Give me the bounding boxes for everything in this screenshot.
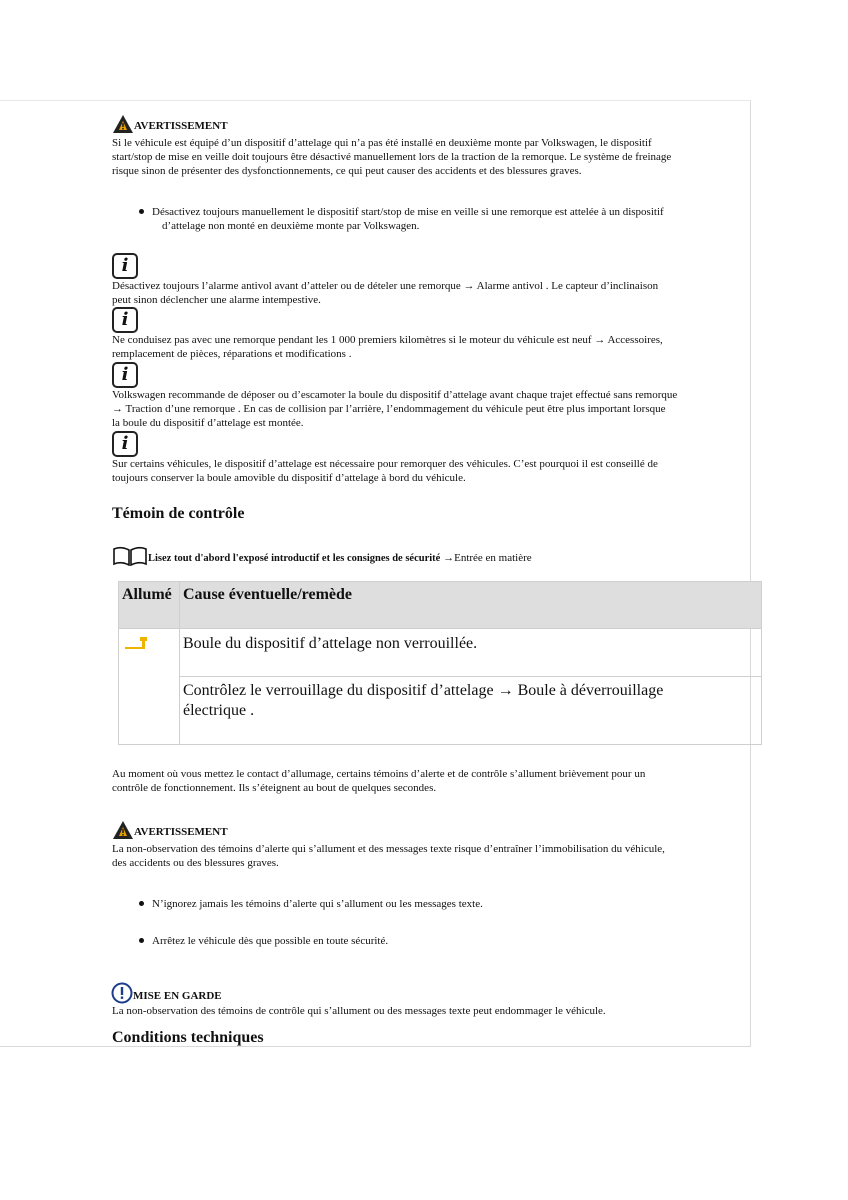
warning-heading: AVERTISSEMENT	[134, 120, 228, 132]
warning-heading: AVERTISSEMENT	[134, 826, 228, 838]
intro-line: Lisez tout d'abord l'exposé introductif et les consignes de sécurité →Entrée en matière	[112, 546, 532, 566]
warning-bullet-item: Désactivez toujours manuellement le dispositif start/stop de mise en veille si une remorque est attelée à un dispositif d’attelage non monté en deuxième monte par Volkswagen.	[152, 206, 664, 232]
note-text: Sur certains véhicules, le dispositif d’attelage est nécessaire pour remorquer des véhicules. C’est pourquoi il est conseillé de toujours conserver la boule amovible du dispositif d’attelage à bord du véhicule.	[112, 458, 658, 484]
table-cell-cause: Boule du dispositif d’attelage non verrouillée.	[180, 629, 762, 677]
warning-bullet-item: N’ignorez jamais les témoins d’alerte qui s’allument ou les messages texte.	[152, 898, 483, 910]
electric-release-link[interactable]: électrique .	[183, 702, 255, 719]
table-cell-remedy: Contrôlez le verrouillage du dispositif d’attelage → Boule à déverrouillage électrique .	[180, 677, 762, 745]
warning-block-1	[112, 114, 742, 178]
info-icon: i	[112, 307, 138, 333]
table-header-on: Allumé	[119, 582, 180, 629]
info-icon: i	[112, 253, 138, 279]
caution-text: La non-observation des témoins de contrôle qui s’allument ou des messages texte peut endommager le véhicule.	[112, 1005, 606, 1017]
bullet-dot	[139, 901, 144, 906]
caution-exclamation-icon	[111, 982, 133, 1004]
info-icon: i	[112, 431, 138, 457]
note-text: Ne conduisez pas avec une remorque pendant les 1 000 premiers kilomètres si le moteur du véhicule est neuf → Accessoires, remplacement de pièces, réparations et modifications .	[112, 334, 663, 360]
section-title: Témoin de contrôle	[112, 505, 245, 522]
warning-bullet-item: Arrêtez le véhicule dès que possible en toute sécurité.	[152, 935, 389, 947]
book-icon	[112, 546, 148, 566]
note-text: Volkswagen recommande de déposer ou d’escamoter la boule du dispositif d’attelage avant chaque trajet effectué sans remorque → Traction d’une remorque . En cas de collision par l’arrière, l’endommagement du véhicule peut être plus important lorsque la boule du dispositif d’attelage est montée.	[112, 389, 678, 429]
indicator-table	[118, 581, 762, 745]
warning-triangle-icon	[112, 820, 134, 840]
note-text: Désactivez toujours l’alarme antivol avant d’atteler ou de dételer une remorque → Alarme antivol . Le capteur d’inclinaison peut sinon déclencher une alarme intempestive.	[112, 280, 659, 306]
info-icon: i	[112, 362, 138, 388]
warning-text: Si le véhicule est équipé d’un dispositif d’attelage qui n’a pas été installé en deuxième monte par Volkswagen, le dispositif start/stop de mise en veille doit toujours être désactivé manuellement lors de la traction de la remorque. Le système de freinage risque sinon de présenter des dysfonctionnements, ce qui peut causer des accidents et des blessures graves.	[112, 137, 672, 177]
table-header-cause: Cause éventuelle/remède	[180, 582, 762, 629]
warning-text: La non-observation des témoins d’alerte qui s’allument et des messages texte risque d’entraîner l’immobilisation du véhicule, des accidents ou des blessures graves.	[112, 843, 665, 869]
warning-triangle-icon	[112, 114, 134, 134]
bullet-dot	[139, 209, 144, 214]
intro-link[interactable]: →Entrée en matière	[443, 552, 532, 564]
bullet-dot	[139, 938, 144, 943]
warning-block-2	[112, 820, 742, 870]
lamp-cell	[119, 629, 180, 745]
caution-heading: MISE EN GARDE	[133, 990, 222, 1002]
section-title: Conditions techniques	[112, 1029, 264, 1046]
trailer-hitch-lamp-icon	[122, 635, 150, 651]
paragraph: Au moment où vous mettez le contact d’allumage, certains témoins d’alerte et de contrôle s’allument brièvement pour un contrôle de fonctionnement. Ils s’éteignent au bout de quelques secondes.	[112, 768, 646, 794]
caution-block	[111, 982, 606, 1018]
